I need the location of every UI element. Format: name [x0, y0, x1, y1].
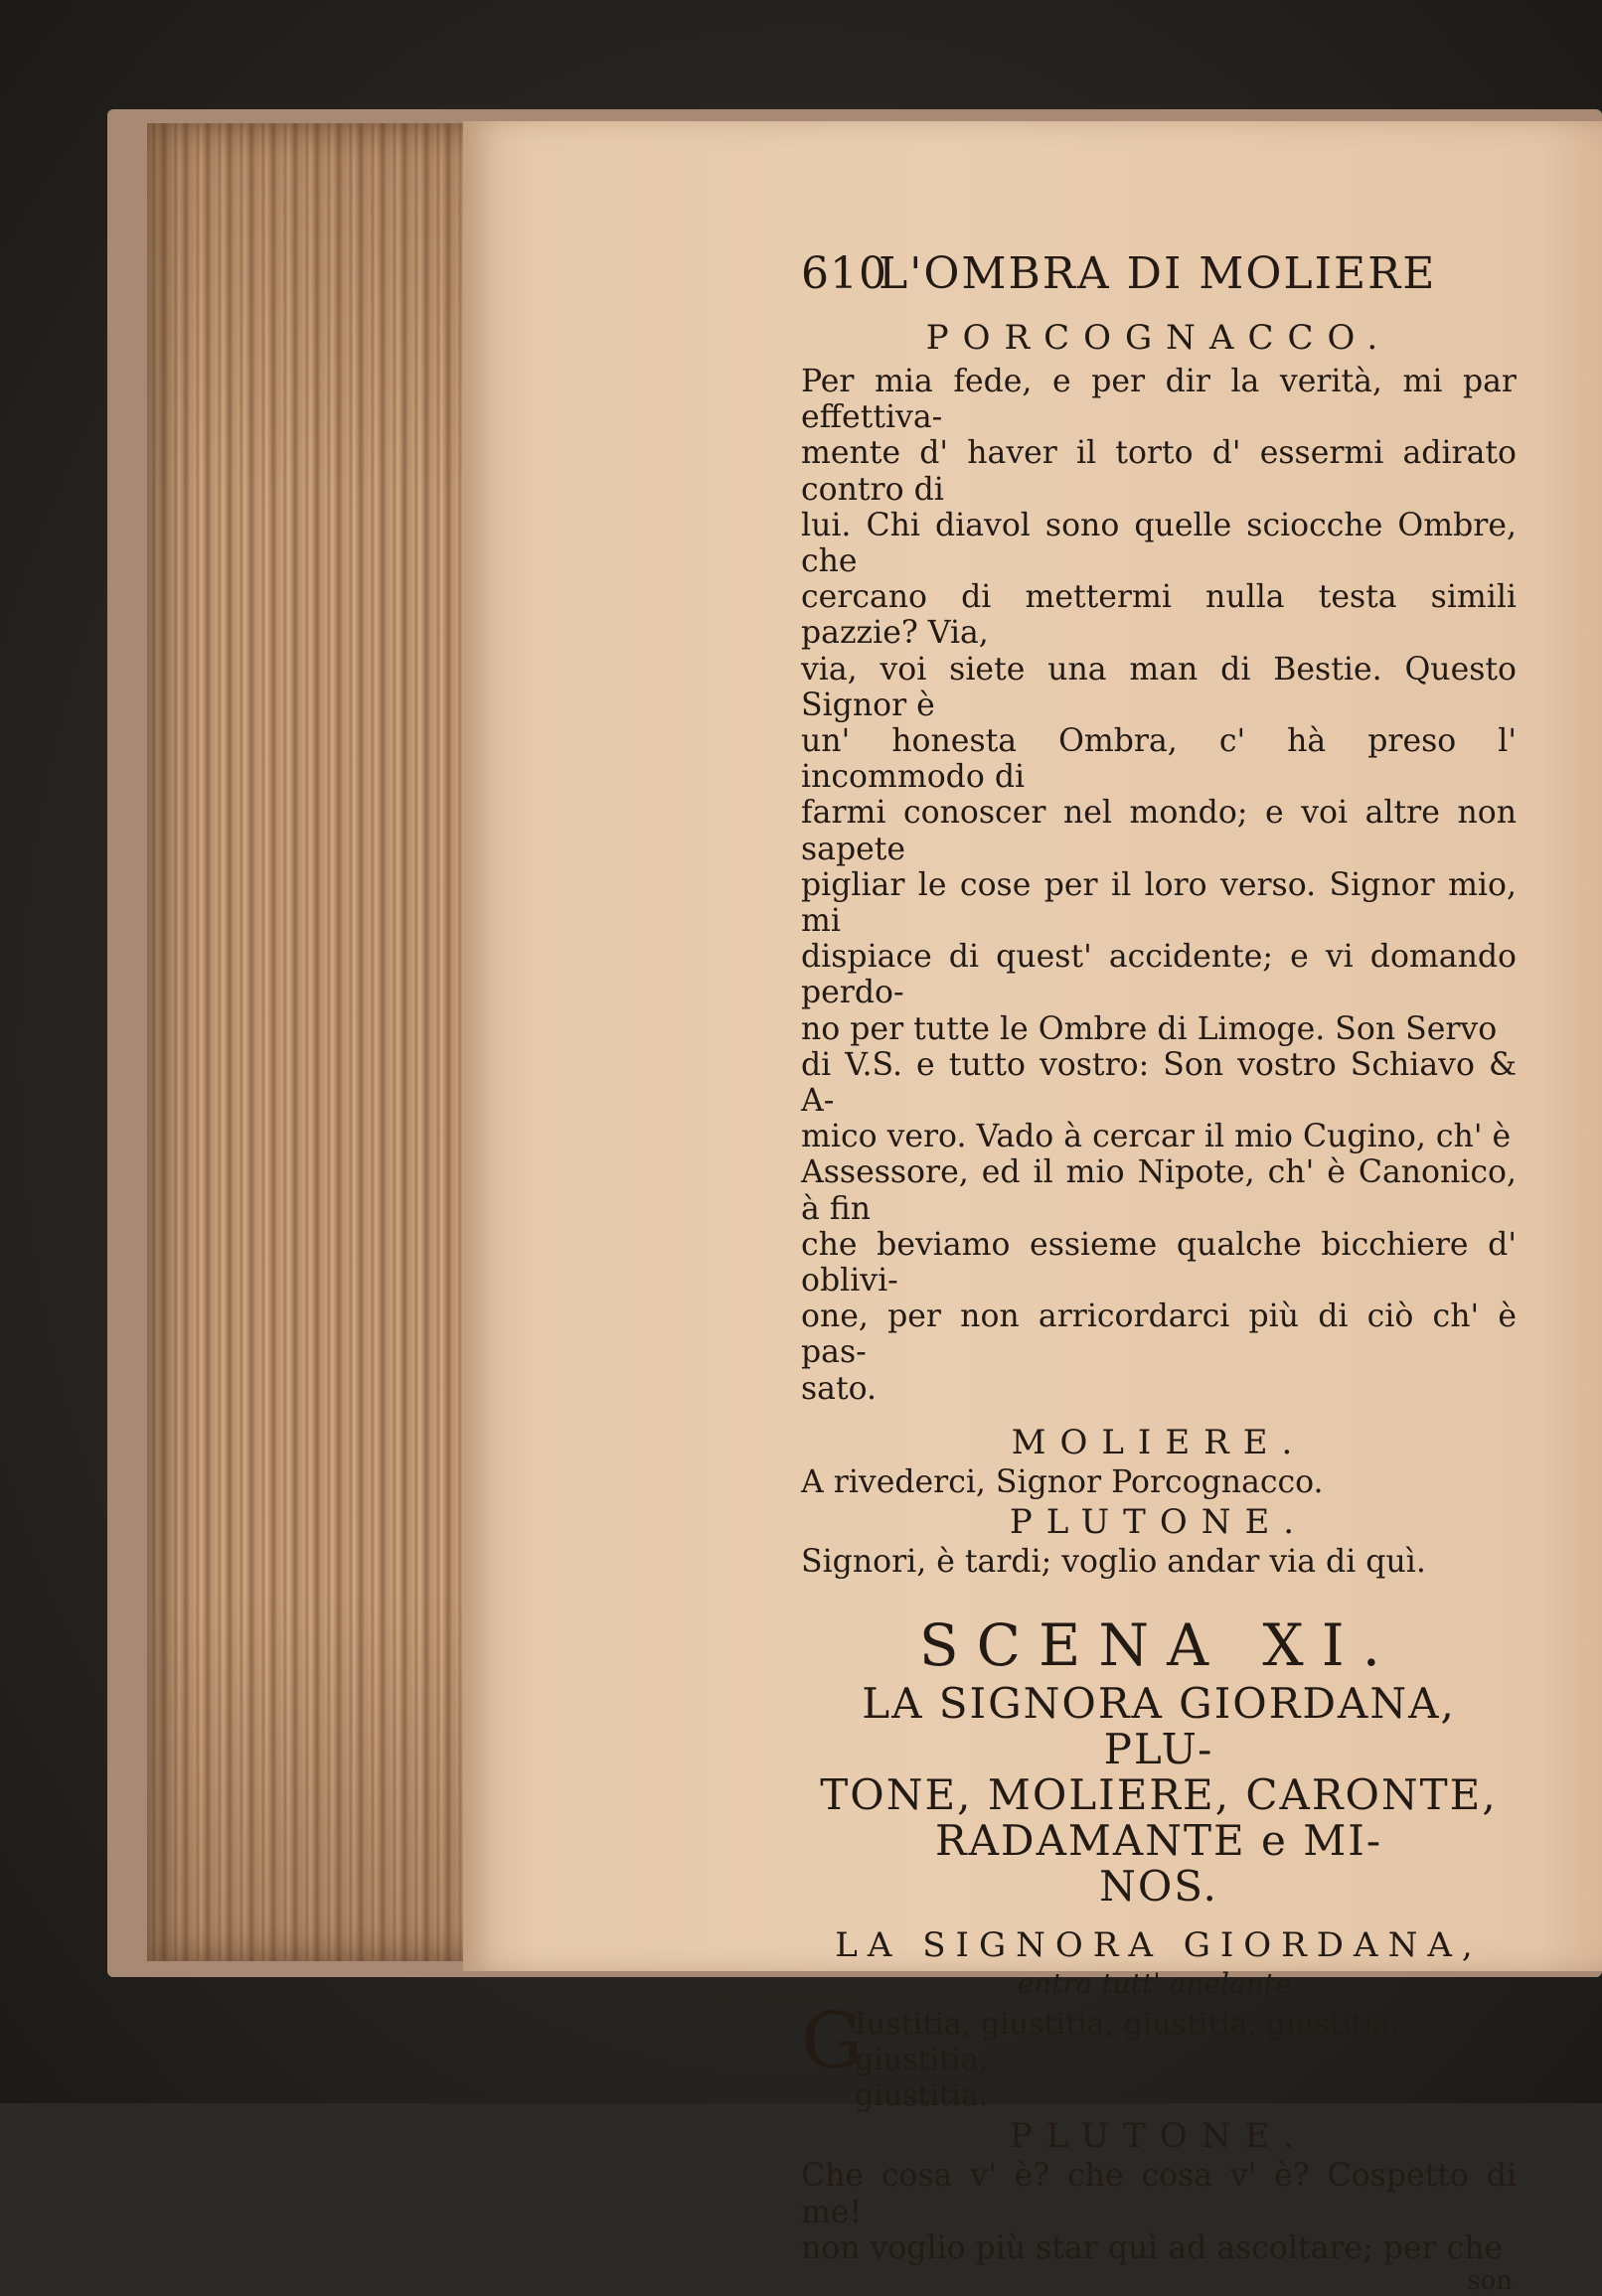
text-line: giustitia. — [855, 2078, 989, 2114]
speaker-heading: PLUTONE. — [1009, 2116, 1309, 2157]
page-number: 610 — [801, 248, 887, 299]
speaker-heading: LA SIGNORA GIORDANA, — [835, 1925, 1483, 1966]
text-line: mente d' haver il torto d' essermi adirato contro di — [801, 435, 1517, 508]
speech-plutone-2 — [801, 2158, 1517, 2266]
speech-plutone: Signori, è tardi; voglio andar via di quì. — [801, 1544, 1426, 1581]
page-text — [801, 248, 1517, 2296]
speech-porcognacco — [801, 364, 1517, 1407]
speech-moliere: A rivederci, Signor Porcognacco. — [801, 1463, 1324, 1500]
text-line: dispiace di quest' accidente; e vi domando perdo- — [801, 939, 1517, 1011]
text-line: che beviamo essieme qualche bicchiere d' oblivi- — [801, 1226, 1517, 1300]
text-line: one, per non arricordarci più di ciò ch' è pas- — [801, 1299, 1517, 1371]
text-line: non voglio più star quì ad ascoltare; per che — [801, 2229, 1504, 2266]
text-line: Assessore, ed il mio Nipote, ch' è Canonico, à fin — [801, 1154, 1517, 1227]
scene-cast-list — [801, 1681, 1517, 1910]
text-line: un' honesta Ombra, c' hà preso l' incommodo di — [801, 723, 1517, 796]
drop-cap: G — [801, 1997, 864, 2087]
text-line: no per tutte le Ombre di Limoge. Son Servo — [801, 1010, 1498, 1047]
text-line: pigliar le cose per il loro verso. Signor mio, mi — [801, 866, 1517, 940]
text-line: mico vero. Vado à cercar il mio Cugino, ch' è — [801, 1119, 1512, 1155]
stage-direction: entra tutt' anelante. — [1017, 1967, 1301, 2001]
cast-line: TONE, MOLIERE, CARONTE, — [820, 1770, 1498, 1820]
text-line: Che cosa v' è? che cosa v' è? Cospetto di me! — [801, 2158, 1517, 2230]
text-line: Iustitia, giustitia, giustitia, giustitia, giustitia, — [855, 2007, 1400, 2078]
catchword: son — [1467, 2265, 1513, 2296]
cast-line: LA SIGNORA GIORDANA, PLU- — [862, 1679, 1456, 1774]
cast-line: NOS. — [1099, 1862, 1218, 1912]
cast-line: RADAMANTE e MI- — [934, 1816, 1383, 1866]
text-line: cercano di mettermi nulla testa simili pazzie? Via, — [801, 579, 1517, 652]
scene-title: SCENA XI. — [918, 1611, 1399, 1680]
text-line: farmi conoscer nel mondo; e voi altre non sapete — [801, 795, 1517, 867]
speaker-heading: PORCOGNACCO. — [925, 318, 1392, 358]
speaker-heading: PLUTONE. — [1009, 1502, 1309, 1543]
text-line: via, voi siete una man di Bestie. Questo Signor è — [801, 651, 1517, 723]
page-header — [801, 248, 1517, 316]
speaker-heading: MOLIERE. — [1011, 1422, 1307, 1462]
running-head: L'OMBRA DI MOLIERE — [879, 248, 1437, 299]
text-line: di V.S. e tutto vostro: Son vostro Schiavo & A- — [801, 1046, 1517, 1120]
text-line: Per mia fede, e per dir la verità, mi par effettiva- — [801, 364, 1517, 436]
text-line: lui. Chi diavol sono quelle sciocche Ombre, che — [801, 507, 1517, 580]
speech-giordana — [801, 1997, 1517, 2114]
text-line: sato. — [801, 1370, 878, 1407]
